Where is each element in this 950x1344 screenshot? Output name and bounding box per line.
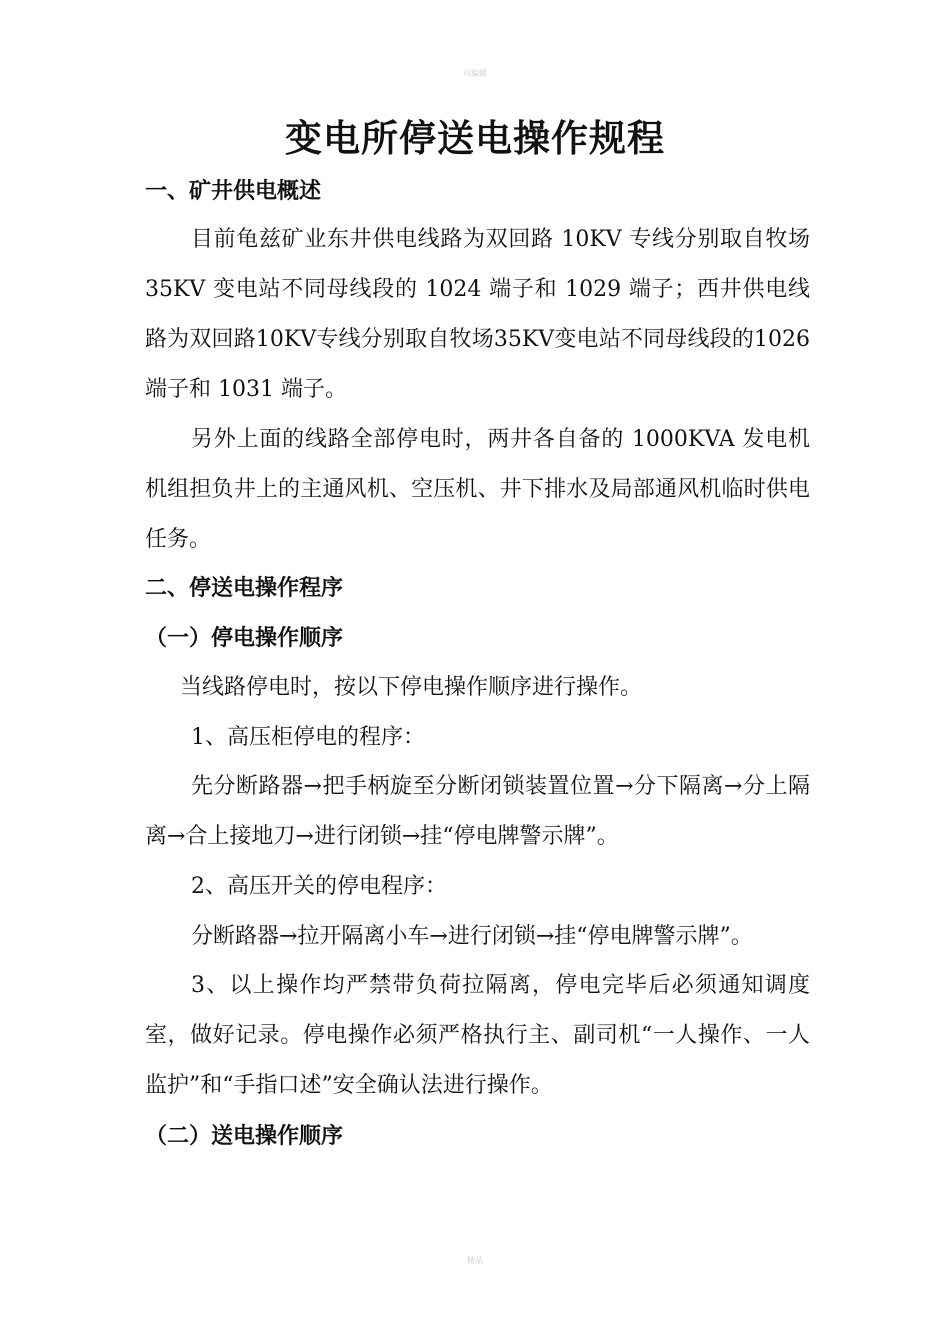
subsection1-heading: （一）停电操作顺序: [145, 625, 344, 651]
section1-paragraph-1: 目前龟兹矿业东井供电线路为双回路 10KV 专线分别取自牧场 35KV 变电站不同母线段的 1024 端子和 1029 端子；西井供电线路为双回路10KV专线分别取自牧场35KV变电站不同母线段的1026 端子和 1031 端子。: [145, 227, 810, 402]
document-title: 变电所停送电操作规程: [285, 116, 665, 160]
subsection2-heading: （二）送电操作顺序: [145, 1123, 344, 1149]
section1-paragraph-2: 另外上面的线路全部停电时，两井各自备的 1000KVA 发电机机组担负井上的主通风机、空压机、井下排水及局部通风机临时供电任务。: [145, 427, 810, 552]
subsection1-intro: 当线路停电时，按以下停电操作顺序进行操作。: [180, 675, 643, 700]
watermark-bottom: 精品: [467, 1256, 483, 1265]
watermark-top: 可编辑: [463, 69, 487, 78]
item1-label: 1、高压柜停电的程序：: [191, 725, 425, 750]
section2-heading: 二、停送电操作程序: [145, 575, 344, 601]
item3-text: 3、以上操作均严禁带负荷拉隔离，停电完毕后必须通知调度室，做好记录。停电操作必须严格执行主、副司机“一人操作、一人监护”和“手指口述”安全确认法进行操作。: [145, 973, 810, 1098]
section1-heading: 一、矿井供电概述: [145, 178, 322, 204]
item2-label: 2、高压开关的停电程序：: [191, 874, 447, 899]
item2-text: 分断路器→拉开隔离小车→进行闭锁→挂“停电牌警示牌”。: [191, 924, 753, 949]
item1-text: 先分断路器→把手柄旋至分断闭锁装置位置→分下隔离→分上隔离→合上接地刀→进行闭锁→挂“停电牌警示牌”。: [145, 774, 810, 849]
